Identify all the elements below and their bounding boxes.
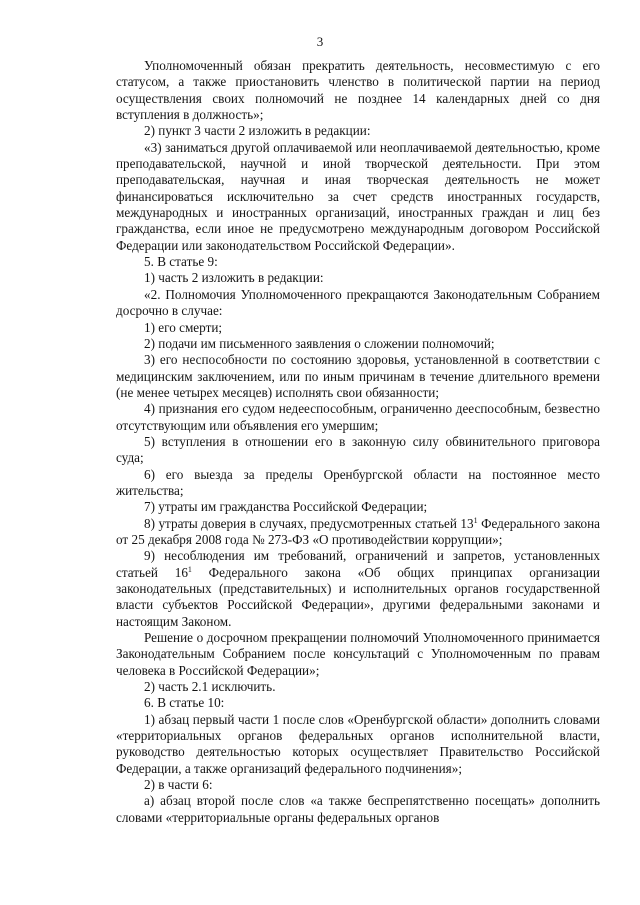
paragraph: «2. Полномочия Уполномоченного прекращаются Законодательным Собранием досрочно в случае:: [116, 286, 600, 319]
document-body: [116, 58, 600, 826]
paragraph: 6) его выезда за пределы Оренбургской области на постоянное место жительства;: [116, 466, 600, 498]
paragraph: 1) абзац первый части 1 после слов «Оренбургской области» дополнить словами «территориальных органов федеральных органов исполнительной власти, руководство деятельностью которых осуществляет Правительство Российской Федерации, а также организаций федерального подчинения»;: [116, 711, 600, 776]
superscript: 1: [187, 564, 192, 574]
superscript: 1: [473, 515, 478, 525]
text-run: Федерального закона от 25 декабря 2008 года № 273-ФЗ «О противодействии коррупции»;: [116, 515, 600, 547]
page-number: 3: [316, 34, 324, 49]
paragraph: Уполномоченный обязан прекратить деятельность, несовместимую с его статусом, а также приостановить членство в политической партии на период осуществления своих полномочий не позднее 14 календарных дней со дня вступления в должность»;: [116, 58, 600, 123]
paragraph: 4) признания его судом недееспособным, ограниченно дееспособным, безвестно отсутствующим или объявления его умершим;: [116, 401, 600, 433]
paragraph: 5. В статье 9:: [144, 254, 218, 270]
paragraph-8: [116, 516, 600, 549]
paragraph: 7) утраты им гражданства Российской Федерации;: [144, 499, 428, 515]
text-run: Федерального закона «Об общих принципах организации законодательных (представительных) и исполнительных органов государственной власти субъектов Российской Федерации», другими федеральными законами и настоящим Законом.: [116, 564, 600, 629]
paragraph: 3) его неспособности по состоянию здоровья, установленной в соответствии с медицинским заключением, или по иным причинам в течение длительного времени (не менее четырех месяцев) исполнять свои обязанности;: [116, 352, 600, 400]
paragraph: 5) вступления в отношении его в законную силу обвинительного приговора суда;: [116, 433, 600, 466]
paragraph: 1) часть 2 изложить в редакции:: [144, 270, 324, 286]
paragraph: «3) заниматься другой оплачиваемой или неоплачиваемой деятельностью, кроме преподавательской, научной и иной творческой деятельности. При этом преподавательская, научная и иная творческая деятельность не может финансироваться исключительно за счет средств иностранных государств, международных и иностранных организаций, иностранных граждан и лиц без гражданства, если иное не предусмотрено международным договором Российской Федерации или законодательством Российской Федерации».: [116, 139, 600, 253]
paragraph: 2) часть 2.1 исключить.: [144, 679, 276, 695]
paragraph: а) абзац второй после слов «а также беспрепятственно посещать» дополнить словами «территориальные органы федеральных органов: [116, 793, 600, 825]
paragraph: 2) подачи им письменного заявления о сложении полномочий;: [144, 335, 495, 351]
paragraph: 6. В статье 10:: [144, 695, 225, 711]
paragraph: 2) пункт 3 части 2 изложить в редакции:: [144, 123, 371, 139]
paragraph-9: [116, 548, 600, 630]
text-run: 9) несоблюдения им требований, ограничений и запретов, установленных: [144, 548, 600, 564]
paragraph: Решение о досрочном прекращении полномочий Уполномоченного принимается Законодательным Собранием после консультаций с Уполномоченным по правам человека в Российской Федерации»;: [116, 630, 600, 678]
paragraph: 2) в части 6:: [144, 777, 213, 793]
text-run: статьей 16: [116, 564, 188, 580]
paragraph: 1) его смерти;: [144, 319, 223, 335]
text-run: 8) утраты доверия в случаях, предусмотренных статьей 13: [144, 515, 474, 531]
